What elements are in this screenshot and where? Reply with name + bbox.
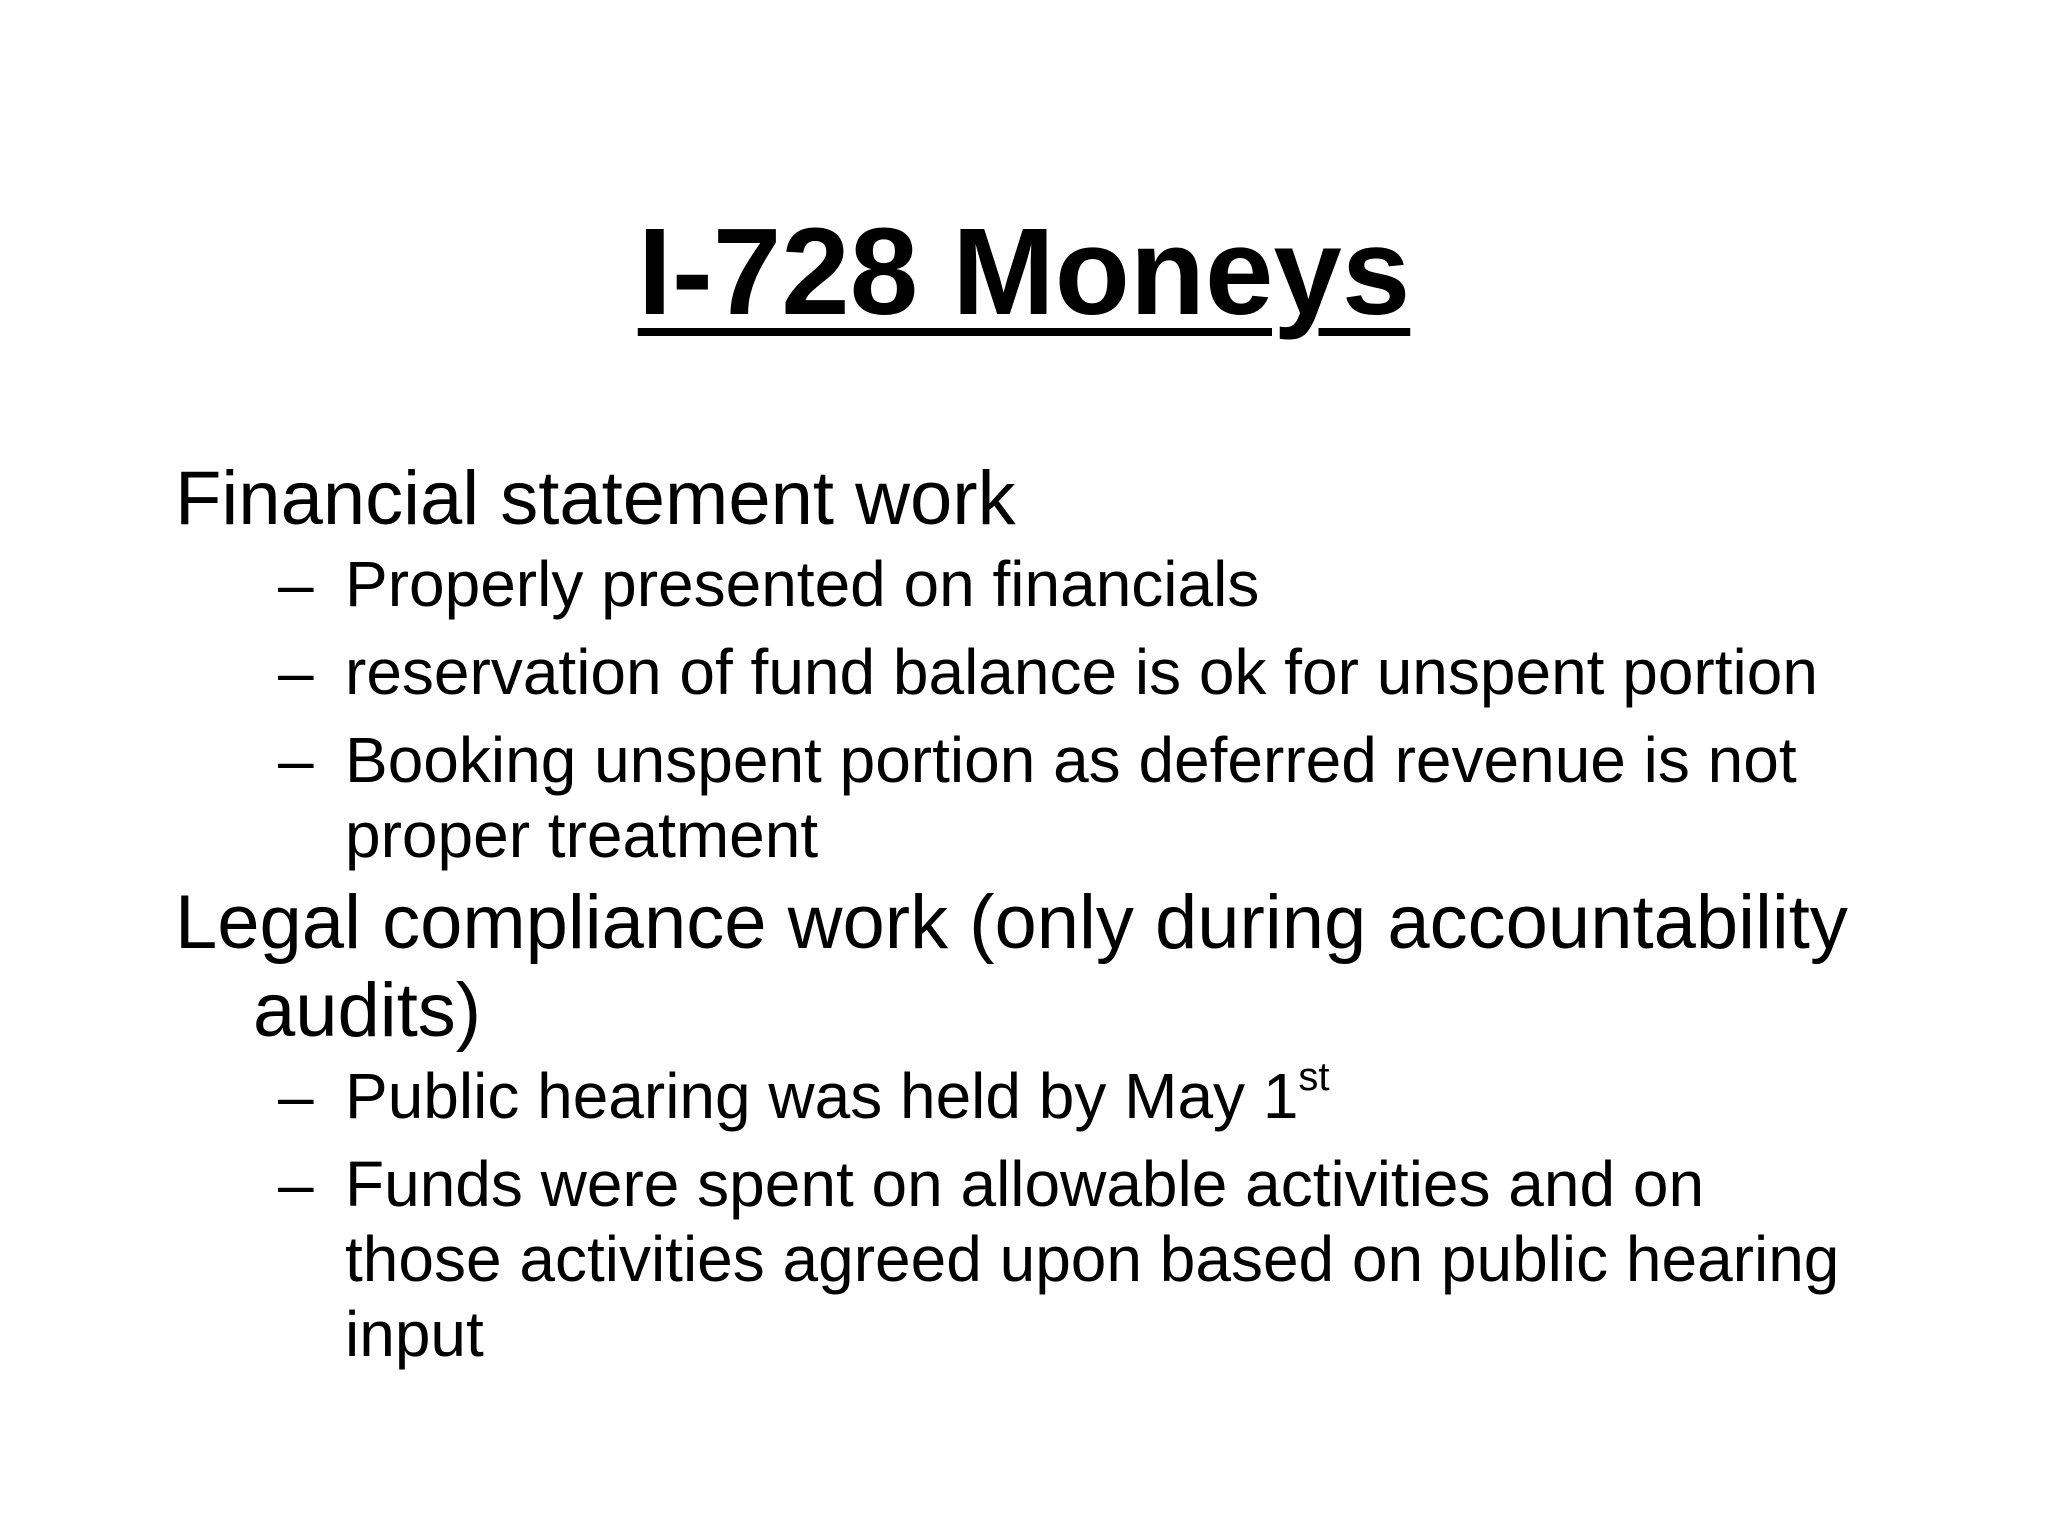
bullet-item	[175, 1054, 1875, 1134]
bullet-item	[175, 723, 1875, 873]
bullet-text: Booking unspent portion as deferred revenue is not proper treatment	[345, 724, 1797, 871]
bullet-item	[175, 635, 1875, 710]
slide-title: I-728 Moneys	[637, 204, 1411, 341]
bullet-text: Funds were spent on allowable activities and on those activities agreed upon based on public hearing input	[345, 1148, 1840, 1370]
bullet-item	[175, 1147, 1875, 1372]
dash-bullet: –	[278, 1148, 314, 1220]
section-heading-legal: Legal compliance work (only during accountability audits)	[175, 880, 1848, 1053]
dash-bullet: –	[278, 548, 314, 620]
section-heading-financial: Financial statement work	[175, 456, 1016, 541]
slide-body	[175, 455, 1875, 1372]
bullet-text: Public hearing was held by May 1	[345, 1060, 1299, 1132]
dash-bullet: –	[278, 724, 314, 796]
ordinal-superscript: st	[1298, 1054, 1330, 1099]
bullet-item	[175, 547, 1875, 622]
dash-bullet: –	[278, 1060, 314, 1132]
dash-bullet: –	[278, 636, 314, 708]
bullet-text: reservation of fund balance is ok for unspent portion	[345, 636, 1818, 708]
bullet-text: Properly presented on financials	[345, 548, 1260, 620]
